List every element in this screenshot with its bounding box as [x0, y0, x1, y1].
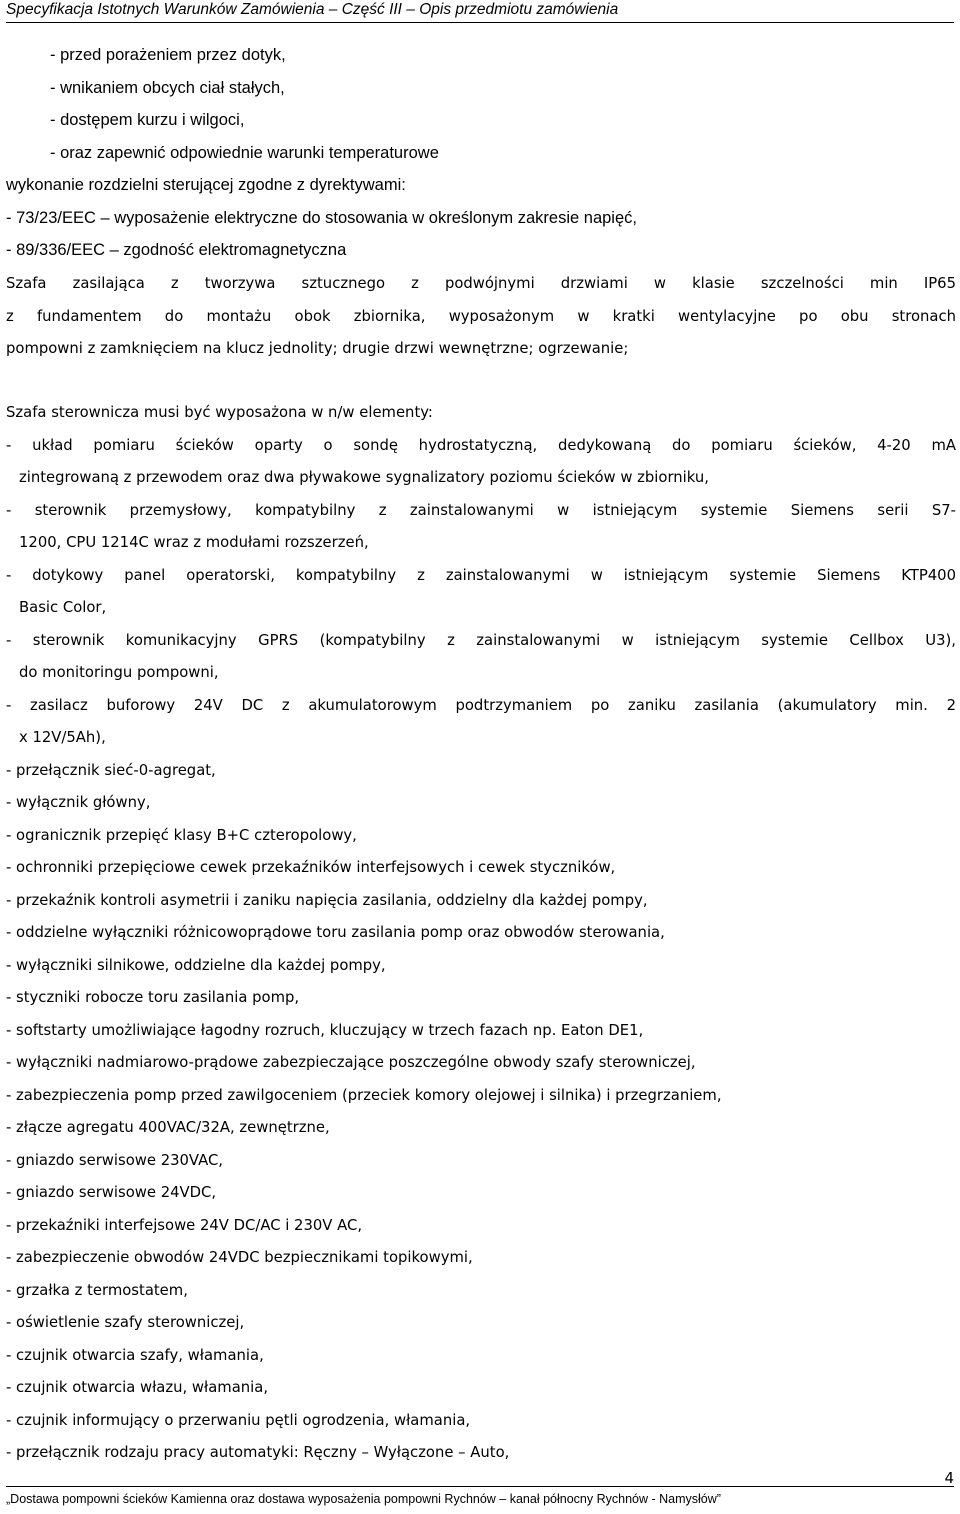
list-item: - przełącznik rodzaju pracy automatyki: Ręczny – Wyłączone – Auto,: [6, 1444, 510, 1461]
list-item: - przekaźnik kontroli asymetrii i zaniku napięcia zasilania, oddzielny dla każdej pompy,: [6, 891, 648, 909]
protection-list: [6, 39, 956, 267]
list-item-continuation: 1200, CPU 1214C wraz z modułami rozszerzeń,: [19, 534, 369, 551]
list-item: - wyłączniki nadmiarowo-prądowe zabezpieczające poszczególne obwody szafy sterowniczej,: [6, 1054, 696, 1071]
list-item: - czujnik informujący o przerwaniu pętli ogrodzenia, włamania,: [6, 1411, 471, 1429]
list-item: - 89/336/EEC – zgodność elektromagnetyczna: [6, 241, 347, 259]
list-item: - złącze agregatu 400VAC/32A, zewnętrzne,: [6, 1119, 330, 1136]
paragraph-line: wykonanie rozdzielni sterującej zgodne z dyrektywami:: [6, 176, 406, 194]
list-item: - zasilacz buforowy 24V DC z akumulatorowym podtrzymaniem po zaniku zasilania (akumulatory min. 2: [6, 696, 956, 714]
list-item: - oraz zapewnić odpowiednie warunki temperaturowe: [50, 143, 439, 162]
page-number: 4: [944, 1469, 954, 1487]
list-item: - gniazdo serwisowe 230VAC,: [6, 1151, 224, 1169]
paragraph-line: pompowni z zamknięciem na klucz jednolity; drugie drzwi wewnętrzne; ogrzewanie;: [6, 340, 629, 357]
power-cabinet-paragraph: [6, 268, 956, 366]
page-header: Specyfikacja Istotnych Warunków Zamówienia – Część III – Opis przedmiotu zamówienia: [6, 0, 954, 23]
list-item: - oświetlenie szafy sterowniczej,: [6, 1314, 245, 1331]
list-item: - sterownik przemysłowy, kompatybilny z zainstalowanymi w istniejącym systemie Siemens serii S7-: [6, 501, 956, 519]
list-item: - styczniki robocze toru zasilania pomp,: [6, 989, 300, 1006]
list-item: - dotykowy panel operatorski, kompatybilny z zainstalowanymi w istniejącym systemie Siemens KTP400: [6, 566, 956, 584]
list-item: - 73/23/EEC – wyposażenie elektryczne do stosowania w określonym zakresie napięć,: [6, 208, 637, 227]
list-item: - układ pomiaru ścieków oparty o sondę hydrostatyczną, dedykowaną do pomiaru ścieków, 4-20 mA: [6, 436, 956, 454]
paragraph-line: Szafa zasilająca z tworzywa sztucznego z podwójnymi drzwiami w klasie szczelności min IP65: [6, 275, 956, 292]
list-item: - przekaźniki interfejsowe 24V DC/AC i 230V AC,: [6, 1216, 363, 1234]
paragraph-line: z fundamentem do montażu obok zbiornika, wyposażonym w kratki wentylacyjne po obu stronach: [6, 307, 956, 325]
list-item: - dostępem kurzu i wilgoci,: [50, 111, 245, 129]
list-heading: Szafa sterownicza musi być wyposażona w n/w elementy:: [6, 404, 433, 421]
list-item: - wnikaniem obcych ciał stałych,: [50, 78, 285, 97]
control-cabinet-list: [6, 397, 956, 1470]
list-item-continuation: Basic Color,: [19, 599, 107, 616]
list-item: - softstarty umożliwiające łagodny rozruch, kluczujący w trzech fazach np. Eaton DE1,: [6, 1021, 644, 1039]
list-item: - zabezpieczenia pomp przed zawilgoceniem (przeciek komory olejowej i silnika) i przegrzaniem,: [6, 1086, 722, 1104]
list-item: - przełącznik sieć-0-agregat,: [6, 761, 216, 779]
list-item: - przed porażeniem przez dotyk,: [50, 46, 286, 64]
page-footer: „Dostawa pompowni ścieków Kamienna oraz dostawa wyposażenia pompowni Rychnów – kanał północny Rychnów - Namysłów”: [6, 1486, 954, 1509]
list-item: - czujnik otwarcia włazu, włamania,: [6, 1379, 269, 1396]
list-item: - wyłącznik główny,: [6, 794, 151, 811]
list-item: - czujnik otwarcia szafy, włamania,: [6, 1346, 264, 1364]
list-item-continuation: zintegrowaną z przewodem oraz dwa pływakowe sygnalizatory poziomu ścieków w zbiorniku,: [19, 469, 709, 486]
list-item: - oddzielne wyłączniki różnicowoprądowe toru zasilania pomp oraz obwodów sterowania,: [6, 924, 665, 941]
list-item: - sterownik komunikacyjny GPRS (kompatybilny z zainstalowanymi w istniejącym systemie Cellbox U3),: [6, 631, 956, 649]
list-item: - gniazdo serwisowe 24VDC,: [6, 1184, 217, 1201]
list-item: - grzałka z termostatem,: [6, 1281, 188, 1299]
list-item-continuation: do monitoringu pompowni,: [19, 664, 219, 681]
list-item: - ogranicznik przepięć klasy B+C czteropolowy,: [6, 826, 357, 844]
list-item-continuation: x 12V/5Ah),: [19, 729, 106, 746]
list-item: - wyłączniki silnikowe, oddzielne dla każdej pompy,: [6, 956, 386, 974]
list-item: - ochronniki przepięciowe cewek przekaźników interfejsowych i cewek styczników,: [6, 859, 616, 876]
list-item: - zabezpieczenie obwodów 24VDC bezpiecznikami topikowymi,: [6, 1249, 473, 1266]
